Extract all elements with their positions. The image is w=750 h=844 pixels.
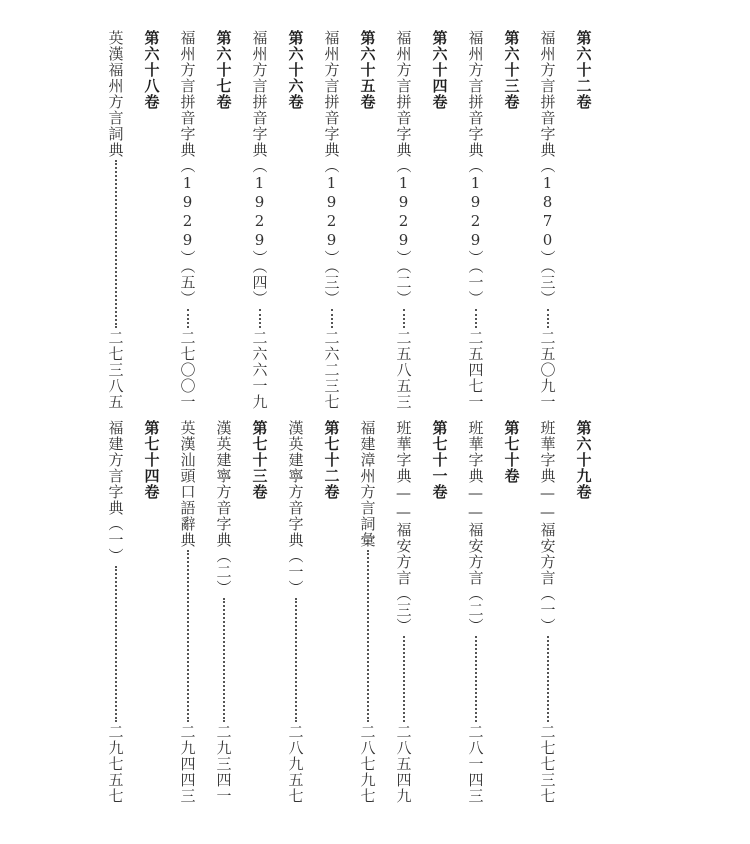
volume-heading-col	[134, 30, 170, 410]
toc-entry-col	[98, 30, 134, 410]
entry-page-number: 二九三四一	[214, 724, 233, 804]
volume-heading: 第六十五卷	[358, 30, 377, 110]
entry-title: 漢英建寧方音字典（一）	[286, 420, 305, 596]
toc-entry[interactable]	[278, 420, 314, 804]
dot-leader	[187, 309, 189, 329]
entry-page-number: 二八五四九	[394, 724, 413, 804]
entry-title: 班華字典——福安方言（一）	[538, 420, 557, 634]
volume-heading: 第六十二卷	[574, 30, 593, 110]
volume-heading: 第七十二卷	[322, 420, 341, 500]
toc-entry[interactable]	[458, 420, 494, 804]
toc-entry[interactable]	[170, 30, 206, 410]
toc-entry-col	[206, 420, 242, 804]
dot-leader	[547, 309, 549, 329]
entry-title: 福建漳州方言詞彙	[358, 420, 377, 548]
entry-page-number: 二五〇九一	[538, 330, 557, 410]
volume-heading-col	[494, 420, 530, 804]
volume-heading: 第六十九卷	[574, 420, 593, 500]
toc-entry-col	[386, 420, 422, 804]
entry-title: 福州方言拼音字典（1929）（五）	[178, 30, 197, 307]
toc-entry-col	[278, 420, 314, 804]
toc-entry[interactable]	[206, 420, 242, 804]
entry-title: 英漢汕頭口語辭典	[178, 420, 197, 548]
volume-heading-col	[422, 420, 458, 804]
entry-title: 班華字典——福安方言（三）	[394, 420, 413, 634]
toc-entry-col	[386, 30, 422, 410]
toc-entry-col	[170, 30, 206, 410]
volume-heading-col	[350, 30, 386, 410]
dot-leader	[367, 550, 369, 722]
entry-page-number: 二七〇〇一	[178, 330, 197, 410]
volume-heading: 第七十三卷	[250, 420, 269, 500]
toc-entry-col	[242, 30, 278, 410]
toc-entry[interactable]	[98, 30, 134, 410]
toc-entry-col	[98, 420, 134, 804]
dot-leader	[115, 160, 117, 328]
entry-title: 福州方言拼音字典（1929）（三）	[322, 30, 341, 307]
entry-title: 班華字典——福安方言（二）	[466, 420, 485, 634]
dot-leader	[403, 636, 405, 722]
dot-leader	[547, 636, 549, 722]
toc-entry-col	[458, 420, 494, 804]
volume-heading: 第七十四卷	[142, 420, 161, 500]
toc-entry-col	[170, 420, 206, 804]
dot-leader	[115, 566, 117, 722]
entry-page-number: 二九四四三	[178, 724, 197, 804]
dot-leader	[475, 636, 477, 722]
volume-heading: 第六十四卷	[430, 30, 449, 110]
toc-entry[interactable]	[98, 420, 134, 804]
toc-entry[interactable]	[242, 30, 278, 410]
entry-title: 福建方言字典（一）	[106, 420, 125, 564]
volume-heading-col	[566, 30, 602, 410]
toc-entry[interactable]	[170, 420, 206, 804]
entry-page-number: 二七三八五	[106, 330, 125, 410]
volume-heading-col	[278, 30, 314, 410]
toc-row-upper	[106, 30, 602, 410]
volume-heading-col	[566, 420, 602, 804]
dot-leader	[187, 550, 189, 722]
volume-heading-col	[242, 420, 278, 804]
volume-heading-col	[494, 30, 530, 410]
dot-leader	[223, 598, 225, 722]
entry-title: 漢英建寧方音字典（二）	[214, 420, 233, 596]
toc-entry-col	[458, 30, 494, 410]
toc-entry[interactable]	[530, 420, 566, 804]
entry-page-number: 二五八五三	[394, 330, 413, 410]
toc-entry-col	[530, 420, 566, 804]
entry-title: 福州方言拼音字典（1870）（三）	[538, 30, 557, 307]
volume-heading-col	[422, 30, 458, 410]
volume-heading-col	[206, 30, 242, 410]
entry-page-number: 二八一四三	[466, 724, 485, 804]
entry-page-number: 二七七三七	[538, 724, 557, 804]
toc-entry-col	[530, 30, 566, 410]
dot-leader	[403, 309, 405, 329]
dot-leader	[295, 598, 297, 722]
entry-title: 福州方言拼音字典（1929）（一）	[466, 30, 485, 307]
entry-title: 福州方言拼音字典（1929）（四）	[250, 30, 269, 307]
volume-heading: 第六十七卷	[214, 30, 233, 110]
dot-leader	[475, 309, 477, 329]
volume-heading: 第七十卷	[502, 420, 521, 484]
entry-page-number: 二六六一九	[250, 330, 269, 410]
toc-row-lower	[106, 420, 602, 804]
toc-entry[interactable]	[386, 30, 422, 410]
toc-entry-col	[314, 30, 350, 410]
toc-entry[interactable]	[386, 420, 422, 804]
volume-heading-col	[314, 420, 350, 804]
entry-page-number: 二八七九七	[358, 724, 377, 804]
volume-heading: 第七十一卷	[430, 420, 449, 500]
toc-entry[interactable]	[530, 30, 566, 410]
toc-entry-col	[350, 420, 386, 804]
entry-title: 英漢福州方言詞典	[106, 30, 125, 158]
entry-page-number: 二八九五七	[286, 724, 305, 804]
volume-heading: 第六十六卷	[286, 30, 305, 110]
entry-title: 福州方言拼音字典（1929）（二）	[394, 30, 413, 307]
entry-page-number: 二六二三七	[322, 330, 341, 410]
toc-entry[interactable]	[314, 30, 350, 410]
entry-page-number: 二九七五七	[106, 724, 125, 804]
entry-page-number: 二五四七一	[466, 330, 485, 410]
volume-heading-col	[134, 420, 170, 804]
dot-leader	[259, 309, 261, 329]
toc-entry[interactable]	[350, 420, 386, 804]
volume-heading: 第六十八卷	[142, 30, 161, 110]
dot-leader	[331, 309, 333, 329]
toc-entry[interactable]	[458, 30, 494, 410]
volume-heading: 第六十三卷	[502, 30, 521, 110]
